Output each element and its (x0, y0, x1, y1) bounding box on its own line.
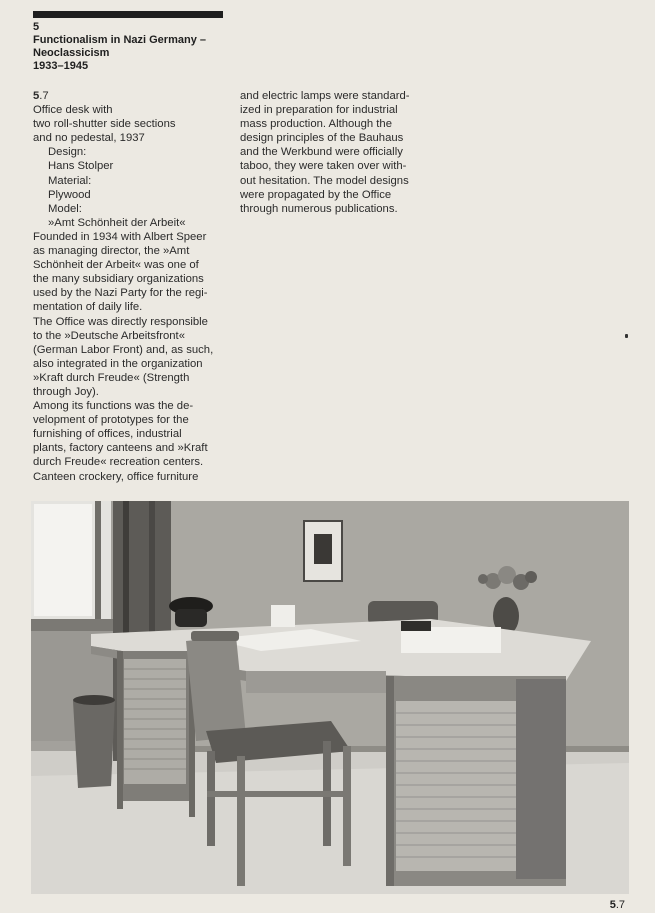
text-line: Among its functions was the de- (33, 400, 194, 413)
text-column-left (33, 89, 233, 484)
text-line: Material: (48, 174, 92, 187)
text-line: The Office was directly responsible (33, 315, 208, 328)
text-line: two roll-shutter side sections (33, 118, 176, 131)
chapter-number: 5 (33, 21, 40, 33)
text-line: furnishing of offices, industrial (33, 428, 182, 441)
text-line: plants, factory canteens and »Kraft (33, 442, 208, 455)
text-line: Design: (48, 146, 87, 159)
text-line: Office desk with (33, 104, 113, 117)
text-line: as managing director, the »Amt (33, 245, 190, 258)
text-line: design principles of the Bauhaus (240, 132, 404, 145)
office-desk-photo (31, 501, 629, 894)
text-line: »Amt Schönheit der Arbeit« (48, 216, 186, 229)
text-line: taboo, they were taken over with- (240, 160, 407, 173)
text-line: and no pedestal, 1937 (33, 132, 145, 145)
chapter-heading (33, 21, 243, 73)
text-line: also integrated in the organization (33, 357, 203, 370)
text-line: Schönheit der Arbeit« was one of (33, 259, 199, 272)
photo-caption: 5.7 (609, 899, 625, 911)
chapter-title-line: Functionalism in Nazi Germany – (33, 34, 206, 46)
text-line: Canteen crockery, office furniture (33, 470, 199, 483)
text-line: Hans Stolper (48, 160, 114, 173)
text-line: Founded in 1934 with Albert Speer (33, 230, 207, 243)
text-line: were propagated by the Office (240, 188, 392, 201)
text-line: out hesitation. The model designs (240, 174, 409, 187)
section-rule (33, 11, 223, 18)
text-line: the many subsidiary organizations (33, 273, 204, 286)
text-line: (German Labor Front) and, as such, (33, 343, 214, 356)
text-line: to the »Deutsche Arbeitsfront« (33, 329, 185, 342)
chapter-title-line: 1933–1945 (33, 60, 89, 72)
figure-number: 5.7 (33, 90, 49, 102)
text-line: »Kraft durch Freude« (Strength (33, 371, 190, 384)
text-line: Plywood (48, 188, 91, 201)
text-line: and the Werkbund were officially (240, 146, 403, 159)
page-speck (625, 334, 628, 338)
text-column-right (240, 89, 440, 216)
chapter-title-line: Neoclassicism (33, 47, 110, 59)
text-line: mentation of daily life. (33, 301, 143, 314)
text-line: durch Freude« recreation centers. (33, 456, 204, 469)
text-line: velopment of prototypes for the (33, 414, 189, 427)
text-line: through numerous publications. (240, 202, 398, 215)
text-line: and electric lamps were standard- (240, 90, 410, 102)
text-line: mass production. Although the (240, 118, 392, 131)
text-line: ized in preparation for industrial (240, 104, 398, 117)
text-line: Model: (48, 202, 82, 215)
text-line: used by the Nazi Party for the regi- (33, 287, 208, 300)
text-line: through Joy). (33, 385, 99, 398)
